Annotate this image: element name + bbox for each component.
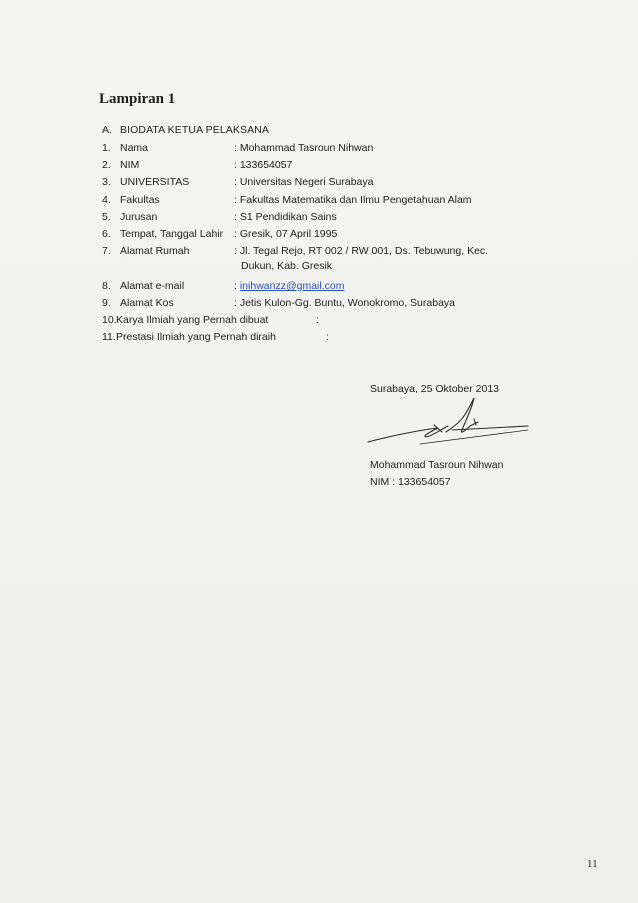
row-label: Tempat, Tanggal Lahir (120, 228, 224, 240)
handwritten-signature (360, 392, 540, 452)
section-letter: A. (102, 124, 113, 136)
row-label: Alamat Rumah (120, 245, 190, 257)
row-value: : Jl. Tegal Rejo, RT 002 / RW 001, Ds. Tebuwung, Kec. (234, 245, 489, 257)
row-number: 6. (102, 228, 111, 240)
row-number: 1. (102, 142, 111, 154)
row-value: : Universitas Negeri Surabaya (234, 176, 374, 188)
row-value: : S1 Pendidikan Sains (234, 211, 337, 223)
row-number: 9. (102, 297, 111, 309)
page-number: 11 (587, 858, 598, 870)
page-heading: Lampiran 1 (99, 91, 176, 107)
row-label: Alamat e-mail (120, 280, 185, 292)
row-value: : Mohammad Tasroun Nihwan (234, 142, 374, 154)
row-number: 4. (102, 194, 111, 206)
row-value: : Jetis Kulon-Gg. Buntu, Wonokromo, Surabaya (234, 297, 456, 309)
section-title: BIODATA KETUA PELAKSANA (120, 124, 269, 136)
row-value: : Fakultas Matematika dan Ilmu Pengetahuan Alam (234, 194, 472, 206)
row-number: 11. (102, 331, 116, 343)
row-label: Nama (120, 142, 149, 154)
row-value-line2: Dukun, Kab. Gresik (241, 260, 333, 272)
row-value: : 133654057 (234, 159, 293, 171)
row-label: Alamat Kos (120, 297, 174, 309)
signature-nim: NIM : 133654057 (370, 476, 451, 488)
row-label: Fakultas (120, 194, 160, 206)
row-number: 2. (102, 159, 111, 171)
row-label: NIM (120, 159, 140, 171)
row-number: 3. (102, 176, 111, 188)
row-number: 8. (102, 280, 111, 292)
signature-place-date: Surabaya, 25 Oktober 2013 (370, 383, 500, 395)
row-value (234, 279, 344, 293)
row-number: 7. (102, 245, 111, 257)
signature-name: Mohammad Tasroun Nihwan (370, 459, 504, 471)
row-number: 10. (102, 314, 117, 326)
row-label: UNIVERSITAS (120, 176, 190, 188)
row-value: : (326, 331, 329, 343)
row-label: Prestasi Ilmiah yang Pernah diraih (116, 331, 276, 343)
row-value: : Gresik, 07 April 1995 (234, 228, 338, 240)
email-link[interactable]: inihwanzz@gmail.com (239, 280, 345, 292)
row-label: Jurusan (120, 211, 158, 223)
row-number: 5. (102, 211, 111, 223)
row-value: : (316, 314, 319, 326)
row-label: Karya Ilmiah yang Pernah dibuat (116, 314, 269, 326)
section-header (102, 124, 269, 136)
email-prefix: : (234, 280, 240, 292)
